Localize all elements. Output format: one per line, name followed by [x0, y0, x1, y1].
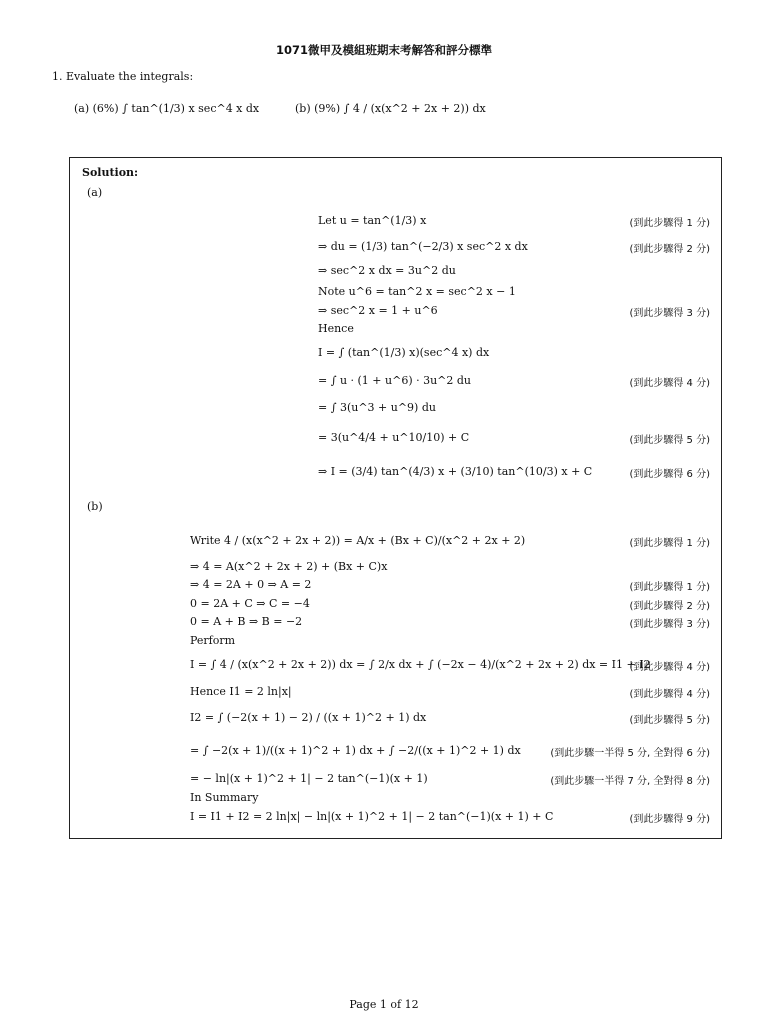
part-b-score-note-5: (到此步驟得 3 分) — [629, 619, 710, 630]
part-a-step-5: ⇒ sec^2 x = 1 + u^6 — [318, 304, 438, 317]
part-b-score-note-7: (到此步驟得 4 分) — [629, 662, 710, 673]
solution-label: Solution: — [82, 166, 139, 179]
part-a-step-6: Hence — [318, 322, 354, 335]
part-a-score-note-8: (到此步驟得 4 分) — [629, 378, 710, 389]
part-a-label: (a) — [87, 186, 103, 199]
part-b-score-note-8: (到此步驟得 4 分) — [629, 689, 710, 700]
part-b-score-note-3: (到此步驟得 1 分) — [629, 582, 710, 593]
part-a-score-note-10: (到此步驟得 5 分) — [629, 435, 710, 446]
part-b-step-6: Perform — [190, 634, 236, 647]
part-b-step-1: Write 4 / (x(x^2 + 2x + 2)) = A/x + (Bx + C)/(x^2 + 2x + 2) — [190, 534, 526, 547]
page-title: 1071微甲及模組班期末考解答和評分標準 — [275, 43, 492, 57]
part-b-step-11: = − ln|(x + 1)^2 + 1| − 2 tan^(−1)(x + 1) — [190, 772, 428, 785]
part-b-step-8: Hence I1 = 2 ln|x| — [190, 685, 292, 698]
part-b-score-note-11: (到此步驟一半得 7 分, 全對得 8 分) — [550, 776, 710, 787]
part-b-step-9: I2 = ∫ (−2(x + 1) − 2) / ((x + 1)^2 + 1) dx — [190, 711, 427, 724]
part-b-step-3: ⇒ 4 = 2A + 0 ⇒ A = 2 — [190, 578, 312, 591]
problem-number: 1. — [52, 70, 63, 83]
part-a-step-1: Let u = tan^(1/3) x — [318, 214, 427, 227]
part-b-step-13: I = I1 + I2 = 2 ln|x| − ln|(x + 1)^2 + 1| − 2 tan^(−1)(x + 1) + C — [190, 810, 554, 823]
part-b-step-10: = ∫ −2(x + 1)/((x + 1)^2 + 1) dx + ∫ −2/((x + 1)^2 + 1) dx — [190, 744, 521, 757]
part-a-step-9: = ∫ 3(u^3 + u^9) du — [318, 401, 436, 414]
solution-box — [69, 157, 722, 839]
part-b-step-5: 0 = A + B ⇒ B = −2 — [190, 615, 303, 628]
part-a-step-4: Note u^6 = tan^2 x = sec^2 x − 1 — [318, 285, 516, 298]
page-number: Page 1 of 12 — [349, 998, 419, 1011]
part-a-score-note-1: (到此步驟得 1 分) — [629, 218, 710, 229]
part-b-label: (b) — [87, 500, 103, 513]
part-b-score-note-4: (到此步驟得 2 分) — [629, 601, 710, 612]
part-a-step-8: = ∫ u · (1 + u^6) · 3u^2 du — [318, 374, 472, 387]
part-b-score-note-1: (到此步驟得 1 分) — [629, 538, 710, 549]
problem-prompt: Evaluate the integrals: — [66, 70, 194, 83]
part-a-step-11: ⇒ I = (3/4) tan^(4/3) x + (3/10) tan^(10/3) x + C — [318, 465, 593, 478]
part-b-score-note-10: (到此步驟一半得 5 分, 全對得 6 分) — [550, 748, 710, 759]
part-b-step-4: 0 = 2A + C ⇒ C = −4 — [190, 597, 310, 610]
part-b-score-note-13: (到此步驟得 9 分) — [629, 814, 710, 825]
part-a-score-note-11: (到此步驟得 6 分) — [629, 469, 710, 480]
problem-statement — [52, 70, 193, 83]
part-a-step-3: ⇒ sec^2 x dx = 3u^2 du — [318, 264, 456, 277]
part-b-step-2: ⇒ 4 = A(x^2 + 2x + 2) + (Bx + C)x — [190, 560, 388, 573]
part-a-step-2: ⇒ du = (1/3) tan^(−2/3) x sec^2 x dx — [318, 240, 528, 253]
part-b-step-7: I = ∫ 4 / (x(x^2 + 2x + 2)) dx = ∫ 2/x dx + ∫ (−2x − 4)/(x^2 + 2x + 2) dx = I1 + I2 — [190, 658, 651, 671]
part-b-step-12: In Summary — [190, 791, 259, 804]
part-a-step-7: I = ∫ (tan^(1/3) x)(sec^4 x) dx — [318, 346, 490, 359]
part-b-score-note-9: (到此步驟得 5 分) — [629, 715, 710, 726]
part-b-question: (b) (9%) ∫ 4 / (x(x^2 + 2x + 2)) dx — [295, 102, 486, 115]
part-a-score-note-2: (到此步驟得 2 分) — [629, 244, 710, 255]
part-a-step-10: = 3(u^4/4 + u^10/10) + C — [318, 431, 470, 444]
part-a-question: (a) (6%) ∫ tan^(1/3) x sec^4 x dx — [74, 102, 260, 115]
part-a-score-note-5: (到此步驟得 3 分) — [629, 308, 710, 319]
